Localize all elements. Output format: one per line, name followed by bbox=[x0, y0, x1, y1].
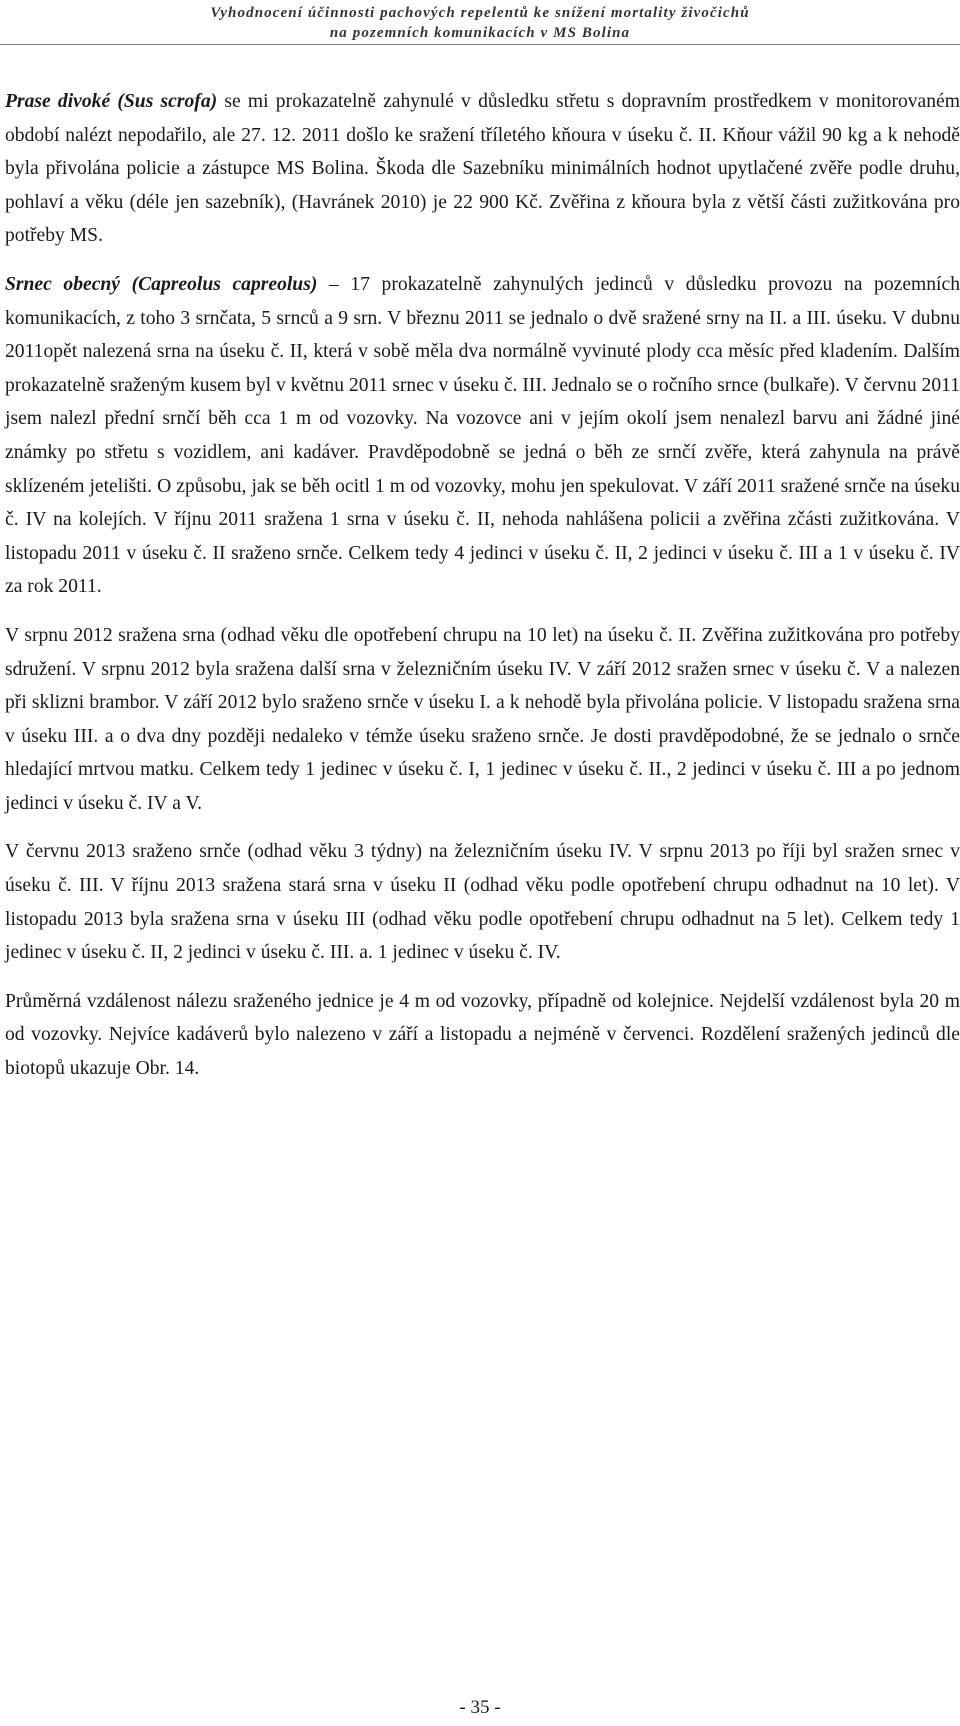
paragraph-roe-deer bbox=[5, 268, 960, 604]
paragraph-2013 bbox=[5, 835, 960, 969]
paragraph-2012 bbox=[5, 619, 960, 821]
paragraph-text: V srpnu 2012 sražena srna (odhad věku dle opotřebení chrupu na 10 let) na úseku č. II. Zvěřina zužitkována pro potřeby sdružení. V srpnu 2012 byla sražena další srna v železničním úseku IV. V září 2012 sražen srnec v úseku č. V a nalezen při sklizni brambor. V září 2012 bylo sraženo srnče v úseku I. a k nehodě byla přivolána policie. V listopadu sražena srna v úseku III. a o dva dny později nedaleko v témže úseku sraženo srnče. Je dosti pravděpodobné, že se jednalo o srnče hledající mrtvou matku. Celkem tedy 1 jedinec v úseku č. I, 1 jedinec v úseku č. II., 2 jedinci v úseku č. III a po jednom jedinci v úseku č. IV a V. bbox=[5, 624, 960, 814]
paragraph-wild-boar bbox=[5, 85, 960, 253]
header-rule bbox=[0, 44, 960, 45]
paragraph-text: – 17 prokazatelně zahynulých jedinců v důsledku provozu na pozemních komunikacích, z toho 3 srnčata, 5 srnců a 9 srn. V březnu 2011 se jednalo o dvě sražené srny na II. a III. úseku. V dubnu 2011opět nalezená srna na úseku č. II, která v sobě měla dva normálně vyvinuté plody cca měsíc před kladením. Dalším prokazatelně sraženým kusem byl v květnu 2011 srnec v úseku č. III. Jednalo se o ročního srnce (bulkaře). V červnu 2011 jsem nalezl přední srnčí běh cca 1 m od vozovky. Na vozovce ani v jejím okolí jsem nenalezl barvu ani žádné jiné známky po střetu s vozidlem, ani kadáver. Pravděpodobně se jedná o běh ze srnčí zvěře, která zahynula na právě sklízeném jetelišti. O způsobu, jak se běh ocitl 1 m od vozovky, mohu jen spekulovat. V září 2011 sražené srnče na úseku č. IV na kolejích. V říjnu 2011 sražena 1 srna v úseku č. II, nehoda nahlášena policii a zvěřina zčásti zužitkována. V listopadu 2011 v úseku č. II sraženo srnče. Celkem tedy 4 jedinci v úseku č. II, 2 jedinci v úseku č. III a 1 v úseku č. IV za rok 2011. bbox=[5, 273, 960, 598]
paragraph-text: V červnu 2013 sraženo srnče (odhad věku 3 týdny) na železničním úseku IV. V srpnu 2013 po říji byl sražen srnec v úseku č. III. V říjnu 2013 sražena stará srna v úseku II (odhad věku podle opotřebení chrupu odhadnut na 10 let). V listopadu 2013 byla sražena srna v úseku III (odhad věku podle opotřebení chrupu odhadnut na 5 let). Celkem tedy 1 jedinec v úseku č. II, 2 jedinci v úseku č. III. a. 1 jedinec v úseku č. IV. bbox=[5, 841, 960, 964]
page-number: - 35 - bbox=[459, 1697, 501, 1718]
paragraph-lead: Srnec obecný (Capreolus capreolus) bbox=[5, 273, 318, 295]
body-text bbox=[5, 85, 960, 1101]
paragraph-text: se mi prokazatelně zahynulé v důsledku střetu s dopravním prostředkem v monitorovaném období nalézt nepodařilo, ale 27. 12. 2011 došlo ke sražení tříletého kňoura v úseku č. II. Kňour vážil 90 kg a k nehodě byla přivolána policie a zástupce MS Bolina. Škoda dle Sazebníku minimálních hodnot upytlačené zvěře podle druhu, pohlaví a věku (déle jen sazebník), (Havránek 2010) je 22 900 Kč. Zvěřina z kňoura byla z větší části zužitkována pro potřeby MS. bbox=[5, 91, 960, 247]
running-header bbox=[0, 0, 960, 43]
header-line-2: na pozemních komunikacích v MS Bolina bbox=[329, 25, 631, 41]
header-line-1: Vyhodnocení účinnosti pachových repelentů ke snížení mortality živočichů bbox=[210, 5, 750, 21]
paragraph-text: Průměrná vzdálenost nálezu sraženého jednice je 4 m od vozovky, případně od kolejnice. Nejdelší vzdálenost byla 20 m od vozovky. Nejvíce kadáverů bylo nalezeno v září a listopadu a nejméně v červenci. Rozdělení sražených jedinců dle biotopů ukazuje Obr. 14. bbox=[5, 990, 960, 1080]
paragraph-lead: Prase divoké (Sus scrofa) bbox=[5, 91, 218, 112]
paragraph-summary bbox=[5, 985, 960, 1086]
